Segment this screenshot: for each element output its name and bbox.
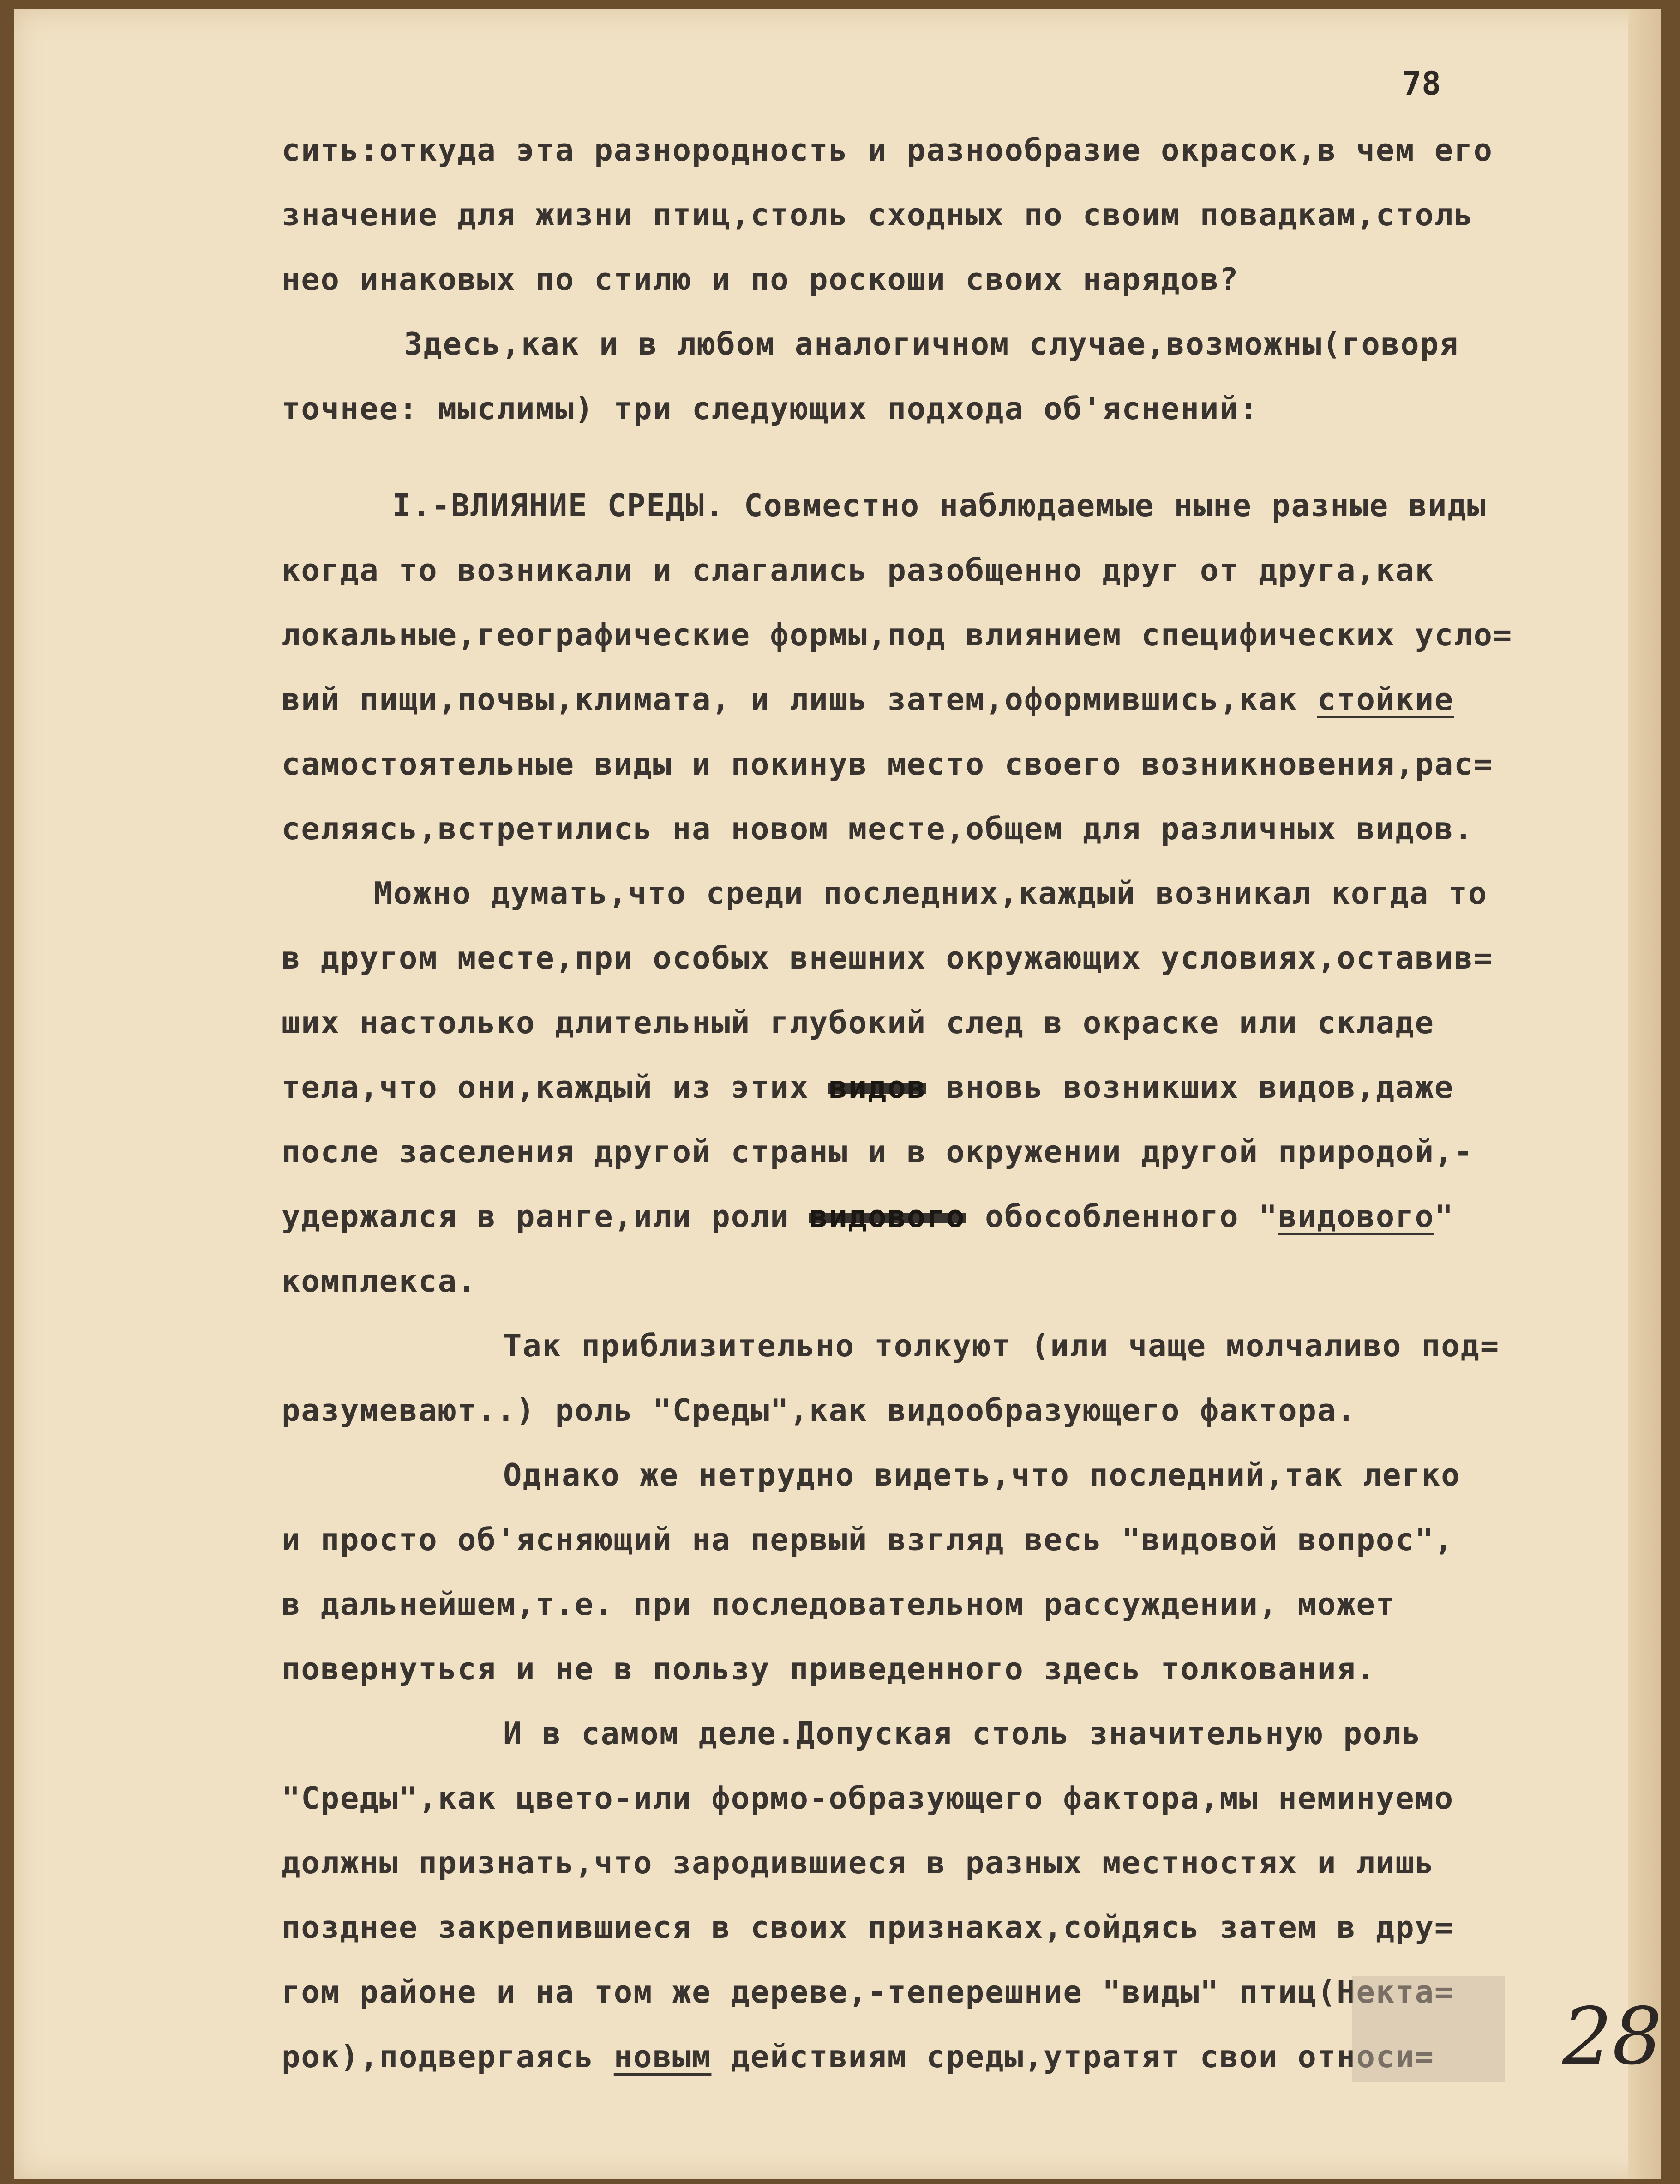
typewritten-page [14, 9, 1661, 2179]
text-line [282, 1066, 1454, 1108]
section-heading-line: I.-ВЛИЯНИЕ СРЕДЫ. Совместно наблюдаемые ныне разные виды [392, 487, 1487, 523]
text-segment: вий пищи,почвы,климата, и лишь затем,оформившись,как [282, 681, 1317, 717]
text-segment: действиям среды,утратят свои относи= [711, 2039, 1434, 2075]
text-line: повернуться и не в пользу приведенного здесь толкования. [282, 1651, 1376, 1687]
text-line: в другом месте,при особых внешних окружающих условиях,оставив= [282, 940, 1493, 976]
text-segment: вновь возникших видов,даже [926, 1069, 1454, 1105]
text-segment: тела,что они,каждый из этих [282, 1069, 829, 1105]
page-number: 78 [1402, 65, 1441, 102]
text-line: И в самом деле.Допуская столь значительную роль [503, 1715, 1422, 1751]
text-line: в дальнейшем,т.е. при последовательном рассуждении, может [282, 1586, 1396, 1622]
text-segment: рок),подвергаясь [282, 2039, 614, 2075]
faded-stamp [1352, 1976, 1505, 2082]
text-line: значение для жизни птиц,столь сходных по своим повадкам,столь [282, 197, 1474, 233]
text-segment: обособленного " [965, 1198, 1278, 1234]
text-segment: удержался в ранге,или роли [282, 1198, 810, 1234]
text-line: Однако же нетрудно видеть,что последний,так легко [503, 1457, 1461, 1493]
text-line: Можно думать,что среди последних,каждый возникал когда то [374, 875, 1488, 911]
underlined-word: видового [1278, 1198, 1434, 1234]
handwritten-folio-text: 28 [1562, 1991, 1662, 2082]
text-line: Здесь,как и в любом аналогичном случае,возможны(говоря [404, 326, 1459, 362]
handwritten-folio-number [1562, 1990, 1662, 2082]
text-line: когда то возникали и слагались разобщенно друг от друга,как [282, 552, 1434, 588]
text-line: нео инаковых по стилю и по роскоши своих нарядов? [282, 261, 1239, 297]
text-line: сить:откуда эта разнородность и разнообразие окрасок,в чем его [282, 132, 1493, 168]
text-line: позднее закрепившиеся в своих признаках,сойдясь затем в дру= [282, 1909, 1454, 1945]
text-line: гом районе и на том же дереве,-теперешние "виды" птиц(Некта= [282, 1974, 1454, 2010]
text-line: и просто об'ясняющий на первый взгляд весь "видовой вопрос", [282, 1522, 1454, 1558]
text-line: локальные,географические формы,под влиянием специфических усло= [282, 617, 1513, 653]
text-line [282, 1196, 1454, 1237]
text-line: ших настолько длительный глубокий след в окраске или складе [282, 1005, 1434, 1041]
page-edge [1628, 9, 1661, 2179]
underlined-word: стойкие [1317, 681, 1454, 717]
text-line [282, 2036, 1434, 2077]
text-line: Так приблизительно толкуют (или чаще молчаливо под= [503, 1328, 1500, 1364]
underlined-word: новым [613, 2039, 712, 2075]
struck-out-word: видового [809, 1198, 966, 1234]
text-line: точнее: мыслимы) три следующих подхода об'яснений: [282, 391, 1259, 427]
text-line: комплекса. [282, 1263, 477, 1299]
struck-out-word: видов [828, 1069, 927, 1105]
text-line: селяясь,встретились на новом месте,общем для различных видов. [282, 811, 1474, 847]
text-line: должны признать,что зародившиеся в разных местностях и лишь [282, 1845, 1434, 1881]
text-line: "Среды",как цвето-или формо-образующего фактора,мы неминуемо [282, 1780, 1454, 1816]
text-line: разумевают..) роль "Среды",как видообразующего фактора. [282, 1392, 1356, 1428]
text-line: после заселения другой страны и в окружении другой природой,- [282, 1134, 1474, 1170]
text-segment: " [1434, 1198, 1454, 1234]
text-line [282, 679, 1454, 720]
text-line: самостоятельные виды и покинув место своего возникновения,рас= [282, 746, 1493, 782]
